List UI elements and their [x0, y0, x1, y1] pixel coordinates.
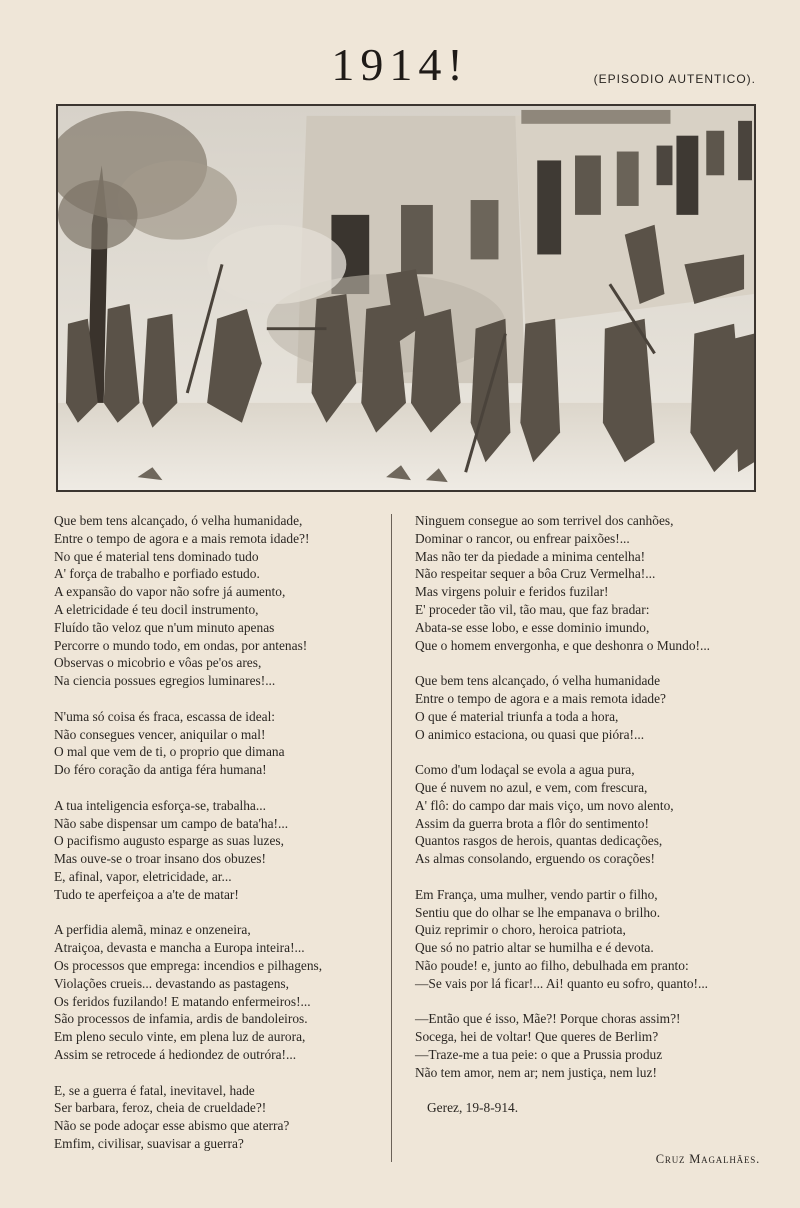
verse-line: A eletricidade é teu docil instrumento,: [54, 601, 259, 617]
verse-line: Que só no patrio altar se humilha e é devota.: [415, 940, 654, 956]
verse-line: O que é material triunfa a toda a hora,: [415, 708, 619, 724]
poem-subtitle: (EPISODIO AUTENTICO).: [593, 72, 756, 86]
stanza: [54, 797, 384, 904]
war-scene-illustration: [56, 104, 756, 492]
verse-line: Sentiu que do olhar se lhe empanava o brilho.: [415, 904, 661, 920]
verse-line: Em pleno seculo vinte, em plena luz de aurora,: [54, 1029, 306, 1045]
verse-line: Socega, hei de voltar! Que queres de Berlim?: [415, 1029, 659, 1045]
verse-line: Que bem tens alcançado, ó velha humanidade: [415, 673, 661, 689]
verse-line: Que bem tens alcançado, ó velha humanidade,: [54, 513, 303, 528]
verse-line: Não se pode adoçar esse abismo que aterra?: [54, 1118, 290, 1134]
author-signature: Cruz Magalhães.: [655, 1152, 760, 1166]
verse-line: Atraiçoa, devasta e mancha a Europa inteira!...: [54, 940, 305, 956]
verse-line: A perfidia alemã, minaz e onzeneira,: [54, 922, 251, 938]
verse-line: Fluído tão veloz que n'um minuto apenas: [54, 619, 275, 635]
verse-line: —Traze-me a tua peie: o que a Prussia produz: [415, 1046, 663, 1062]
stanza: [54, 921, 384, 1063]
column-divider: [391, 514, 392, 1162]
verse-line: O mal que vem de ti, o proprio que dimana: [54, 744, 285, 760]
verse-line: Tudo te aperfeiçoa a a'te de matar!: [54, 886, 239, 902]
verse-line: Assim se retrocede á hediondez de outróra!...: [54, 1046, 297, 1062]
verse-line: Em França, uma mulher, vendo partir o filho,: [415, 886, 658, 902]
verse-line: Violações crueis... devastando as pastagens,: [54, 975, 289, 991]
stanza: [415, 886, 765, 993]
verse-line: Emfim, civilisar, suavisar a guerra?: [54, 1135, 244, 1151]
poem-title: 1914!: [331, 39, 469, 90]
verse-line: Que é nuvem no azul, e vem, com frescura,: [415, 779, 648, 795]
stanza: [54, 512, 384, 690]
stanza: [54, 708, 384, 779]
verse-line: Assim da guerra brota a flôr do sentimento!: [415, 815, 649, 831]
verse-line: Entre o tempo de agora e a mais remota idade?: [415, 690, 666, 706]
verse-line: Como d'um lodaçal se evola a agua pura,: [415, 762, 635, 778]
verse-line: Não consegues vencer, aniquilar o mal!: [54, 726, 266, 742]
right-column: [415, 512, 765, 1117]
verse-line: O pacifismo augusto esparge as suas luzes,: [54, 833, 284, 849]
verse-line: —Se vais por lá ficar!... Ai! quanto eu sofro, quanto!...: [415, 975, 709, 991]
verse-line: Não respeitar sequer a bôa Cruz Vermelha!...: [415, 566, 656, 582]
verse-line: No que é material tens dominado tudo: [54, 548, 259, 564]
stanza: [415, 512, 765, 654]
stanza: [54, 1082, 384, 1153]
verse-line: Mas não ter da piedade a minima centelha!: [415, 548, 646, 564]
verse-line: A tua inteligencia esforça-se, trabalha...: [54, 797, 266, 813]
verse-line: Abata-se esse lobo, e esse dominio imundo,: [415, 619, 650, 635]
verse-line: Que o homem envergonha, e que deshonra o Mundo!...: [415, 637, 711, 653]
verse-line: Os feridos fuzilando! E matando enfermeiros!...: [54, 993, 311, 1009]
verse-line: São processos de infamia, ardis de bandoleiros.: [54, 1011, 308, 1027]
verse-line: E, se a guerra é fatal, inevitavel, hade: [54, 1082, 255, 1098]
verse-line: A expansão do vapor não sofre já aumento,: [54, 584, 286, 600]
verse-line: —Então que é isso, Mãe?! Porque choras assim?!: [415, 1011, 681, 1027]
verse-line: Entre o tempo de agora e a mais remota idade?!: [54, 530, 310, 546]
verse-line: Não tem amor, nem ar; nem justiça, nem luz!: [415, 1064, 657, 1080]
place-date: Gerez, 19-8-914.: [427, 1100, 519, 1116]
verse-line: Não poude! e, junto ao filho, debulhada em pranto:: [415, 957, 689, 973]
verse-line: Ninguem consegue ao som terrivel dos canhões,: [415, 513, 674, 528]
verse-line: Na ciencia possues egregios luminares!...: [54, 673, 276, 689]
verse-line: Observas o micobrio e vôas pe'os ares,: [54, 655, 262, 671]
verse-line: A' força de trabalho e porfiado estudo.: [54, 566, 260, 582]
verse-line: Ser barbara, feroz, cheia de crueldade?!: [54, 1100, 267, 1116]
verse-line: E' proceder tão vil, tão mau, que faz bradar:: [415, 601, 650, 617]
verse-line: Os processos que emprega: incendios e pilhagens,: [54, 957, 323, 973]
verse-line: Não sabe dispensar um campo de bata'ha!...: [54, 815, 289, 831]
verse-line: Dominar o rancor, ou enfrear paixões!...: [415, 530, 630, 546]
stanza: [415, 761, 765, 868]
stanza: [415, 1010, 765, 1081]
verse-line: Do féro coração da antiga féra humana!: [54, 762, 267, 778]
verse-line: N'uma só coisa és fraca, escassa de ideal:: [54, 708, 276, 724]
verse-line: O animico estaciona, ou quasi que pióra!...: [415, 726, 645, 742]
stanza: [415, 672, 765, 743]
illustration-drawing: [58, 106, 754, 490]
verse-line: Percorre o mundo todo, em ondas, por antenas!: [54, 637, 308, 653]
verse-line: A' flô: do campo dar mais viço, um novo alento,: [415, 797, 674, 813]
verse-line: As almas consolando, erguendo os corações!: [415, 851, 655, 867]
verse-line: Quiz reprimir o choro, heroica patriota,: [415, 922, 626, 938]
verse-line: Mas virgens poluir e feridos fuzilar!: [415, 584, 609, 600]
verse-line: Quantos rasgos de herois, quantas dedicações,: [415, 833, 663, 849]
verse-line: Mas ouve-se o troar insano dos obuzes!: [54, 851, 266, 867]
verse-line: E, afinal, vapor, eletricidade, ar...: [54, 868, 232, 884]
left-column: [54, 512, 384, 1170]
